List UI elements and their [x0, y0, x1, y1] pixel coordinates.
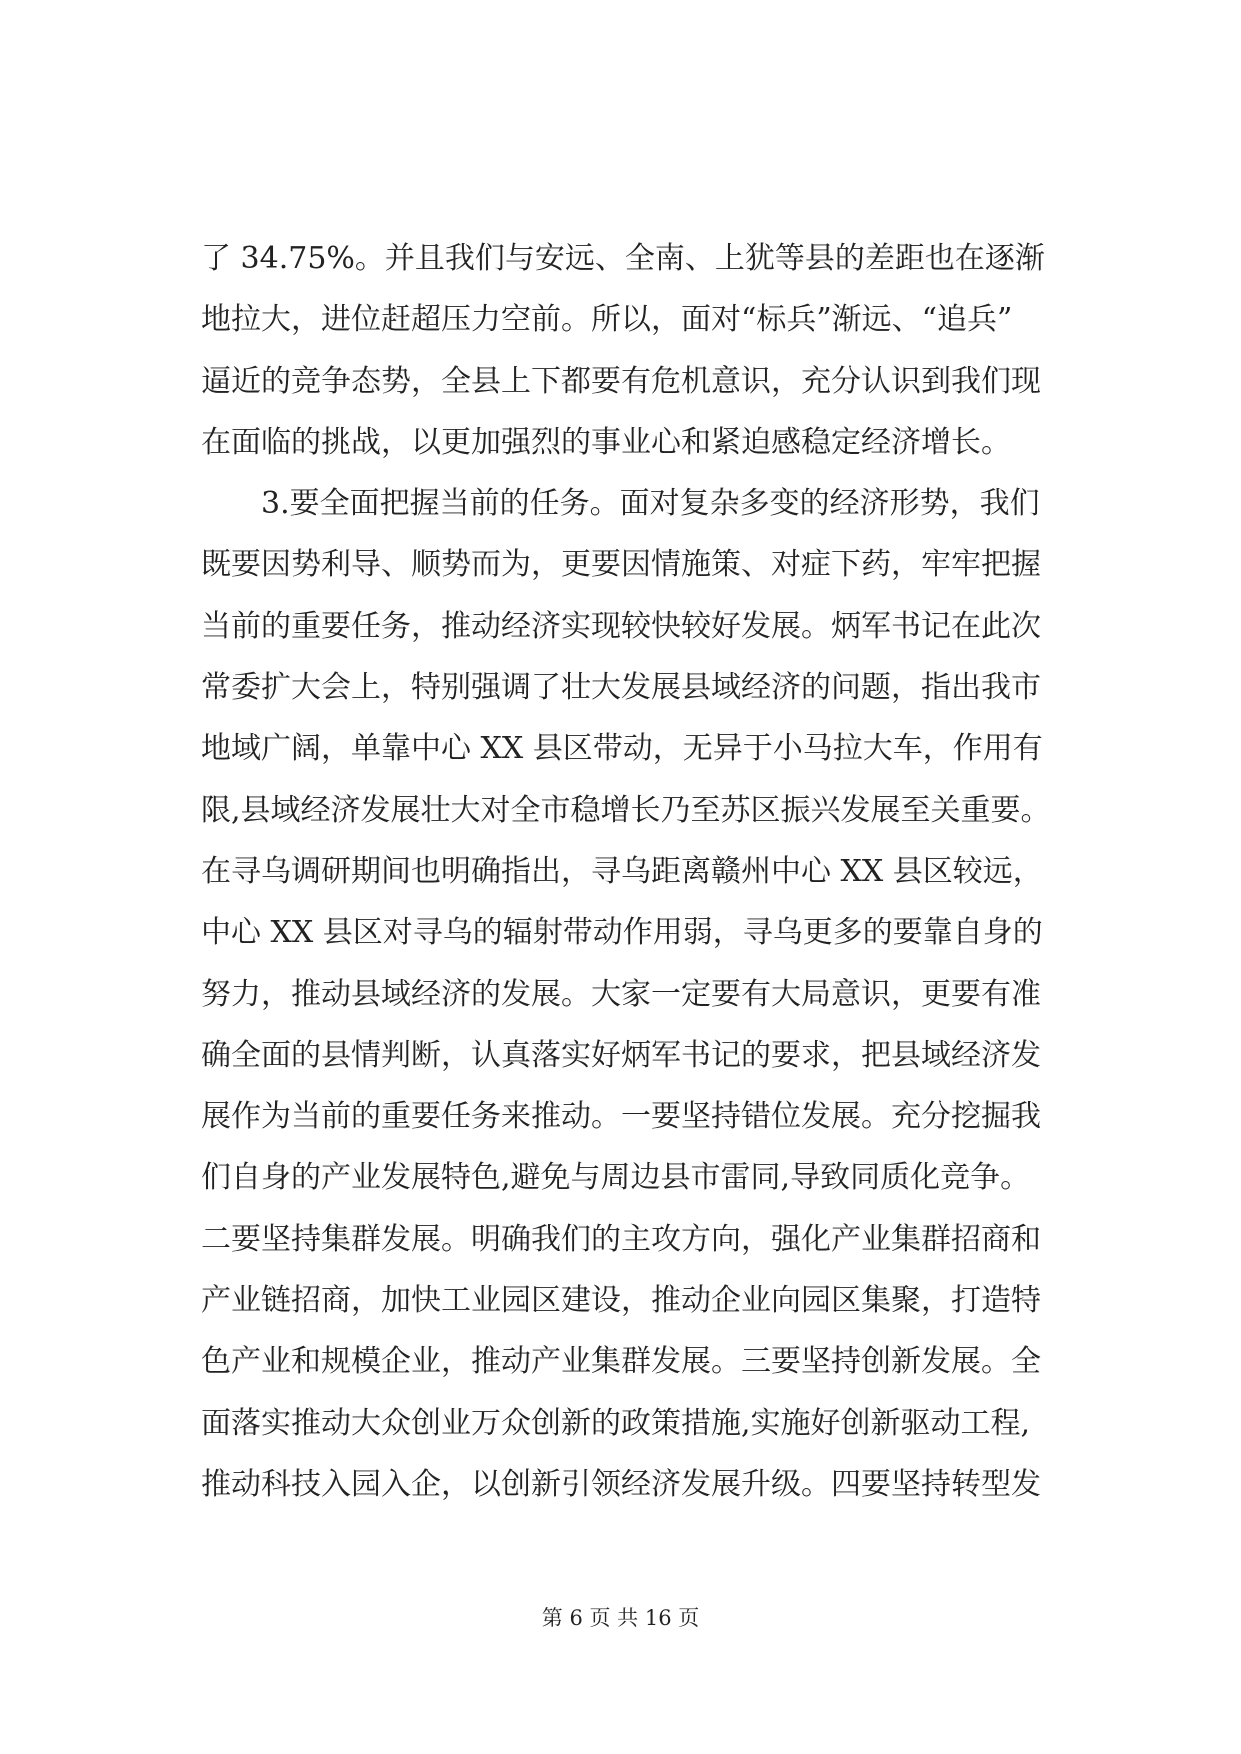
text-line: 在面临的挑战，以更加强烈的事业心和紧迫感稳定经济增长。	[201, 424, 1011, 460]
text-line: 常委扩大会上，特别强调了壮大发展县域经济的问题，指出我市	[201, 670, 1041, 706]
text-line: 展作为当前的重要任务来推动。一要坚持错位发展。充分挖掘我	[201, 1099, 1041, 1135]
text-line: 逼近的竞争态势，全县上下都要有危机意识，充分认识到我们现	[201, 363, 1041, 399]
text-line: 中心 XX 县区对寻乌的辐射带动作用弱，寻乌更多的要靠自身的	[201, 915, 1043, 951]
text-line: 色产业和规模企业，推动产业集群发展。三要坚持创新发展。全	[201, 1344, 1041, 1380]
text-line: 地域广阔，单靠中心 XX 县区带动，无异于小马拉大车，作用有	[201, 731, 1043, 767]
text-line: 二要坚持集群发展。明确我们的主攻方向，强化产业集群招商和	[201, 1221, 1041, 1257]
body-text	[201, 228, 1061, 1515]
text-line: 面落实推动大众创业万众创新的政策措施,实施好创新驱动工程,	[201, 1405, 1031, 1441]
text-line: 3.要全面把握当前的任务。面对复杂多变的经济形势，我们	[201, 486, 1040, 522]
text-line: 了 34.75%。并且我们与安远、全南、上犹等县的差距也在逐渐	[201, 241, 1045, 276]
text-line: 在寻乌调研期间也明确指出，寻乌距离赣州中心 XX 县区较远，	[201, 853, 1043, 889]
text-line: 推动科技入园入企，以创新引领经济发展升级。四要坚持转型发	[201, 1466, 1041, 1502]
text-line: 努力，推动县域经济的发展。大家一定要有大局意识，更要有准	[201, 976, 1041, 1012]
text-line: 地拉大，进位赶超压力空前。所以，面对“标兵”渐远、“追兵”	[201, 302, 1013, 338]
text-line: 既要因势利导、顺势而为，更要因情施策、对症下药，牢牢把握	[201, 547, 1041, 583]
text-line: 当前的重要任务，推动经济实现较快较好发展。炳军书记在此次	[201, 608, 1041, 644]
text-line: 们自身的产业发展特色,避免与周边县市雷同,导致同质化竞争。	[201, 1160, 1031, 1196]
text-line: 产业链招商，加快工业园区建设，推动企业向园区集聚，打造特	[201, 1283, 1041, 1319]
text-line: 限,县域经济发展壮大对全市稳增长乃至苏区振兴发展至关重要。	[201, 792, 1051, 828]
page-footer: 第 6 页 共 16 页	[541, 1606, 700, 1630]
text-line: 确全面的县情判断，认真落实好炳军书记的要求，把县域经济发	[201, 1037, 1041, 1073]
